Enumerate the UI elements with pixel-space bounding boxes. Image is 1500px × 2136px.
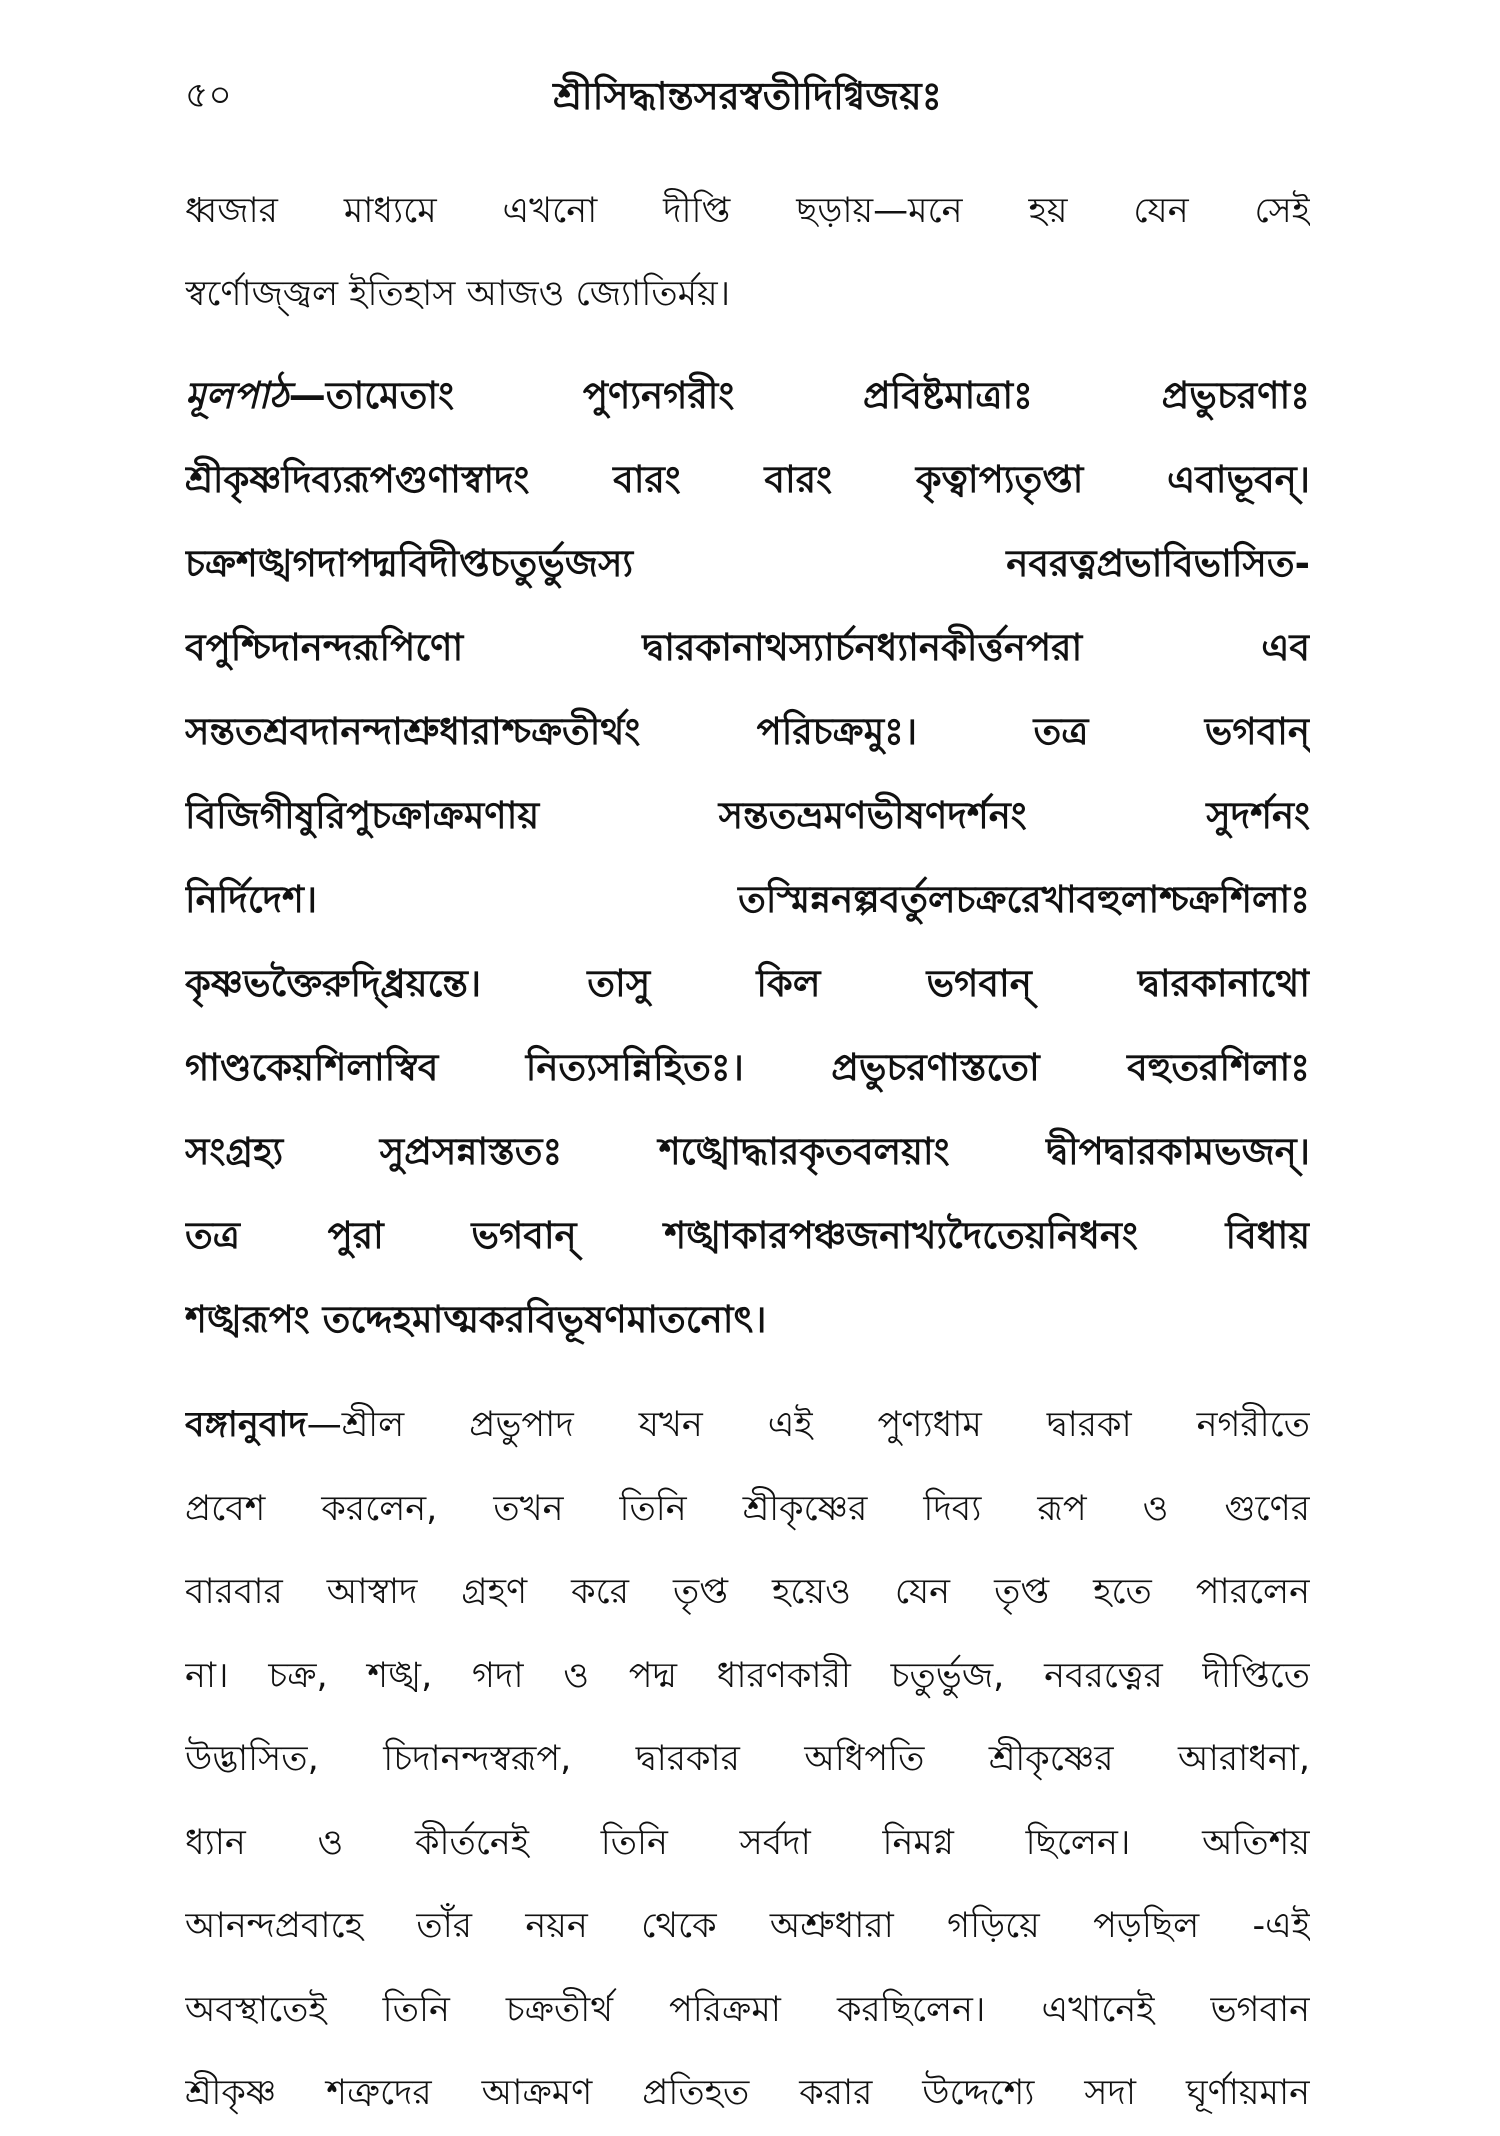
- anuvad-paragraph: [185, 1384, 1310, 2136]
- text-line: ধ্যান ও কীর্তনেই তিনি সর্বদা নিমগ্ন ছিলেন। অতিশয়: [185, 1822, 1310, 1863]
- text-line: [185, 1384, 1310, 1468]
- text-line: [185, 354, 1310, 438]
- text-line: প্রবেশ করলেন, তখন তিনি শ্রীকৃষ্ণের দিব্য রূপ ও গুণের: [185, 1488, 1310, 1529]
- text-line: চক্রশঙ্খগদাপদ্মবিদীপ্তচতুর্ভুজস্য নবরত্নপ্রভাবিভাসিত-: [185, 542, 1310, 585]
- text-line: কৃষ্ণভক্তৈরুদ্ধ্রিয়ন্তে। তাসু কিল ভগবান্ দ্বারকানাথো: [185, 962, 1310, 1005]
- anuvad-label: বঙ্গানুবাদ: [185, 1405, 307, 1445]
- anuvad-first-line: —শ্রীল প্রভুপাদ যখন এই পুণ্যধাম দ্বারকা নগরীতে: [306, 1405, 1310, 1445]
- mulapatha-label: মূলপাঠ: [185, 374, 289, 417]
- text-line: বারবার আস্বাদ গ্রহণ করে তৃপ্ত হয়েও যেন তৃপ্ত হতে পারলেন: [185, 1572, 1310, 1612]
- text-line: আনন্দপ্রবাহে তাঁর নয়ন থেকে অশ্রুধারা গড়িয়ে পড়ছিল -এই: [185, 1906, 1310, 1946]
- text-line: ধ্বজার মাধ্যমে এখনো দীপ্তি ছড়ায়—মনে হয় যেন সেই: [185, 191, 1310, 231]
- intro-paragraph: [185, 170, 1310, 336]
- text-line: সন্ততশ্রবদানন্দাশ্রুধারাশ্চক্রতীর্থং পরিচক্রমুঃ। তত্র ভগবান্: [185, 710, 1310, 753]
- text-line: বপুশ্চিদানন্দরূপিণো দ্বারকানাথস্যার্চনধ্যানকীর্ত্তনপরা এব: [185, 626, 1310, 669]
- page-header: [185, 66, 1310, 126]
- text-line: শ্রীকৃষ্ণদিব্যরূপগুণাস্বাদং বারং বারং কৃত্বাপ্যতৃপ্তা এবাভূবন্।: [185, 458, 1310, 501]
- text-line: বিজিগীষুরিপুচক্রাক্রমণায় সন্ততভ্রমণভীষণদর্শনং সুদর্শনং: [185, 794, 1310, 837]
- text-line: না। চক্র, শঙ্খ, গদা ও পদ্ম ধারণকারী চতুর্ভুজ, নবরত্নের দীপ্তিতে: [185, 1655, 1310, 1696]
- text-line: শ্রীকৃষ্ণ শত্রুদের আক্রমণ প্রতিহত করার উদ্দেশ্যে সদা ঘূর্ণায়মান: [185, 2073, 1310, 2113]
- text-line: নির্দিদেশ। তস্মিন্ননল্পবর্তুলচক্ররেখাবহুলাশ্চক্রশিলাঃ: [185, 878, 1310, 921]
- mulapatha-paragraph: [185, 354, 1310, 1362]
- text-line: তত্র পুরা ভগবান্ শঙ্খাকারপঞ্চজনাখ্যদৈতেয়নিধনং বিধায়: [185, 1214, 1310, 1257]
- text-line: শঙ্খরূপং তদ্দেহমাত্মকরবিভূষণমাতনোৎ।: [185, 1298, 767, 1341]
- text-line: সংগ্রহ্য সুপ্রসন্নাস্ততঃ শঙ্খোদ্ধারকৃতবলয়াং দ্বীপদ্বারকামভজন্।: [185, 1130, 1310, 1173]
- running-title: শ্রীসিদ্ধান্তসরস্বতীদিগ্বিজয়ঃ: [553, 74, 942, 118]
- body-text: [185, 170, 1310, 2136]
- text-line: স্বর্ণোজ্জ্বল ইতিহাস আজও জ্যোতির্ময়।: [185, 274, 731, 314]
- text-line: উদ্ভাসিত, চিদানন্দস্বরূপ, দ্বারকার অধিপতি শ্রীকৃষ্ণের আরাধনা,: [185, 1739, 1310, 1779]
- page-number: ৫০: [185, 75, 232, 116]
- text-line: অবস্থাতেই তিনি চক্রতীর্থ পরিক্রমা করছিলেন। এখানেই ভগবান: [185, 1989, 1310, 2030]
- text-line: গাণ্ডকেয়শিলাস্বিব নিত্যসন্নিহিতঃ। প্রভুচরণাস্ততো বহুতরশিলাঃ: [185, 1046, 1310, 1089]
- mulapatha-first-line: —তামেতাং পুণ্যনগরীং প্রবিষ্টমাত্রাঃ প্রভুচরণাঃ: [288, 374, 1310, 417]
